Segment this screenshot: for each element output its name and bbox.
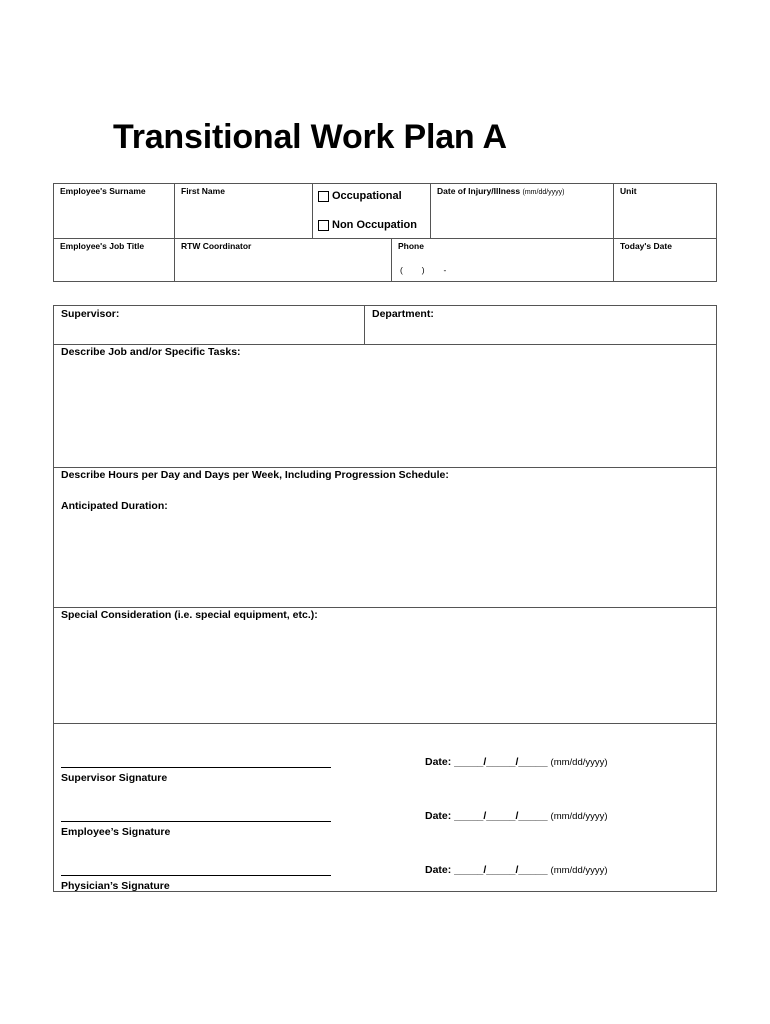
occupation-type-cell: [313, 184, 431, 239]
employee-signature-label: Employee’s Signature: [61, 826, 171, 838]
tasks-label: Describe Job and/or Specific Tasks:: [61, 346, 241, 358]
todays-date-label: Today's Date: [620, 241, 672, 251]
job-title-label: Employee's Job Title: [60, 241, 145, 251]
employee-date-format: (mm/dd/yyyy): [550, 811, 608, 822]
surname-label: Employee's Surname: [60, 186, 146, 196]
physician-signature-label: Physician’s Signature: [61, 880, 170, 892]
rtw-coordinator-label: RTW Coordinator: [181, 241, 252, 251]
special-consideration-field[interactable]: [54, 608, 716, 724]
physician-date-label: Date:: [425, 864, 452, 876]
physician-date[interactable]: [425, 864, 608, 876]
physician-date-format: (mm/dd/yyyy): [550, 865, 608, 876]
phone-label: Phone: [398, 241, 424, 251]
duration-label: Anticipated Duration:: [61, 500, 168, 512]
first-name-label: First Name: [181, 186, 225, 196]
occupational-checkbox[interactable]: [318, 191, 329, 202]
employee-date-blank: _____/_____/_____: [451, 810, 551, 822]
non-occupation-label: Non Occupation: [332, 219, 417, 231]
supervisor-date-blank: _____/_____/_____: [451, 756, 551, 768]
job-title-cell[interactable]: [54, 239, 175, 281]
date-injury-label: [437, 186, 565, 196]
supervisor-signature-line[interactable]: [61, 767, 331, 768]
department-label: Department:: [372, 308, 434, 320]
signatures-section: [54, 724, 716, 891]
unit-label: Unit: [620, 186, 637, 196]
hours-label: Describe Hours per Day and Days per Week, Including Progression Schedule:: [61, 469, 449, 481]
supervisor-row: [54, 306, 716, 345]
supervisor-date-format: (mm/dd/yyyy): [550, 757, 608, 768]
rtw-coordinator-cell[interactable]: [175, 239, 392, 281]
tasks-field[interactable]: [54, 345, 716, 468]
surname-cell[interactable]: [54, 184, 175, 239]
supervisor-date[interactable]: [425, 756, 608, 768]
supervisor-field[interactable]: [54, 306, 365, 344]
supervisor-date-label: Date:: [425, 756, 452, 768]
date-injury-format: (mm/dd/yyyy): [522, 189, 565, 196]
employee-date[interactable]: [425, 810, 608, 822]
unit-cell[interactable]: [614, 184, 716, 239]
supervisor-signature-label: Supervisor Signature: [61, 772, 168, 784]
phone-format: ( ) -: [400, 265, 447, 275]
occupational-option[interactable]: [318, 190, 402, 202]
special-consideration-label: Special Consideration (i.e. special equipment, etc.):: [61, 609, 318, 621]
occupational-label: Occupational: [332, 190, 402, 202]
supervisor-label: Supervisor:: [61, 308, 120, 320]
first-name-cell[interactable]: [175, 184, 313, 239]
work-plan-table: [53, 305, 717, 892]
page-title: Transitional Work Plan A: [113, 118, 507, 156]
physician-date-blank: _____/_____/_____: [451, 864, 551, 876]
phone-cell[interactable]: [392, 239, 614, 281]
non-occupation-option[interactable]: [318, 219, 417, 231]
hours-field[interactable]: [54, 468, 716, 608]
date-injury-cell[interactable]: [431, 184, 614, 239]
employee-signature-line[interactable]: [61, 821, 331, 822]
physician-signature-line[interactable]: [61, 875, 331, 876]
employee-info-table: [53, 183, 717, 282]
date-injury-text: Date of Injury/Illness: [437, 186, 521, 196]
non-occupation-checkbox[interactable]: [318, 220, 329, 231]
department-field[interactable]: [365, 306, 716, 344]
employee-date-label: Date:: [425, 810, 452, 822]
todays-date-cell[interactable]: [614, 239, 716, 281]
